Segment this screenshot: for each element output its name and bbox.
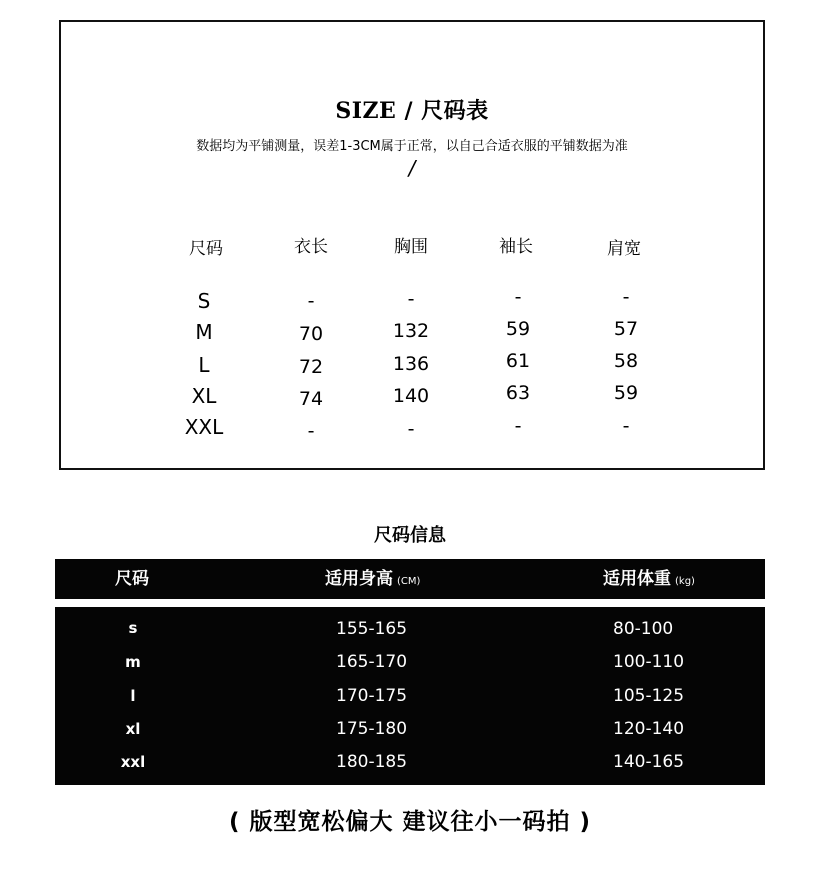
recommend-height: 170-175 (336, 686, 408, 706)
recommend-size: s (128, 619, 138, 637)
length-value: - (307, 290, 315, 312)
recommend-weight: 100-110 (613, 652, 685, 672)
recommend-size: xl (125, 720, 141, 738)
header-height (325, 559, 420, 599)
length-value: - (307, 420, 315, 442)
size-info-title: 尺码信息 (374, 525, 446, 546)
size-label: M (195, 320, 213, 344)
measurement-note: 数据均为平铺测量，误差1-3CM属于正常，以自己合适衣服的平铺数据为准 (196, 139, 628, 154)
sleeve-value: 61 (505, 350, 531, 372)
chest-value: - (407, 418, 415, 440)
column-header-length: 衣长 (294, 237, 328, 257)
header-weight-unit: (kg) (675, 576, 695, 587)
size-info-table (55, 607, 765, 785)
column-header-sleeve: 袖长 (499, 237, 533, 257)
size-label: XL (191, 384, 217, 408)
chest-value: 132 (392, 320, 430, 342)
header-height-label: 适用身高 (325, 569, 393, 589)
header-weight (603, 559, 695, 599)
column-header-shoulder: 肩宽 (607, 239, 641, 259)
recommend-size: xxl (120, 753, 146, 771)
shoulder-value: 57 (613, 318, 639, 340)
column-header-chest: 胸围 (394, 237, 428, 257)
recommend-weight: 140-165 (613, 752, 685, 772)
size-label: XXL (184, 415, 224, 439)
recommend-weight: 105-125 (613, 686, 685, 706)
fit-advice-note: ( 版型宽松偏大 建议往小一码拍 ) (228, 809, 592, 835)
chest-value: - (407, 288, 415, 310)
sleeve-value: 59 (505, 318, 531, 340)
size-label: L (198, 353, 210, 377)
length-value: 74 (298, 388, 324, 410)
recommend-height: 155-165 (336, 619, 408, 639)
length-value: 70 (298, 323, 324, 345)
header-size (115, 559, 149, 599)
header-height-unit: (CM) (397, 576, 421, 587)
size-chart-title: SIZE / 尺码表 (335, 98, 489, 124)
sleeve-value: 63 (505, 382, 531, 404)
chest-value: 140 (392, 385, 430, 407)
recommend-height: 165-170 (336, 652, 408, 672)
shoulder-value: - (622, 286, 630, 308)
recommend-weight: 120-140 (613, 719, 685, 739)
header-weight-label: 适用体重 (603, 569, 671, 589)
length-value: 72 (298, 356, 324, 378)
shoulder-value: 58 (613, 350, 639, 372)
recommend-height: 180-185 (336, 752, 408, 772)
sleeve-value: - (514, 415, 522, 437)
chest-value: 136 (392, 353, 430, 375)
recommend-height: 175-180 (336, 719, 408, 739)
recommend-size: l (130, 687, 136, 705)
divider-slash: / (408, 156, 416, 180)
sleeve-value: - (514, 286, 522, 308)
size-chart-card (59, 20, 765, 470)
column-header-size: 尺码 (189, 239, 223, 259)
shoulder-value: 59 (613, 382, 639, 404)
recommend-weight: 80-100 (613, 619, 674, 639)
shoulder-value: - (622, 415, 630, 437)
size-info-header (55, 559, 765, 599)
recommend-size: m (125, 653, 141, 671)
size-label: S (197, 289, 211, 313)
header-size-label: 尺码 (115, 569, 149, 589)
